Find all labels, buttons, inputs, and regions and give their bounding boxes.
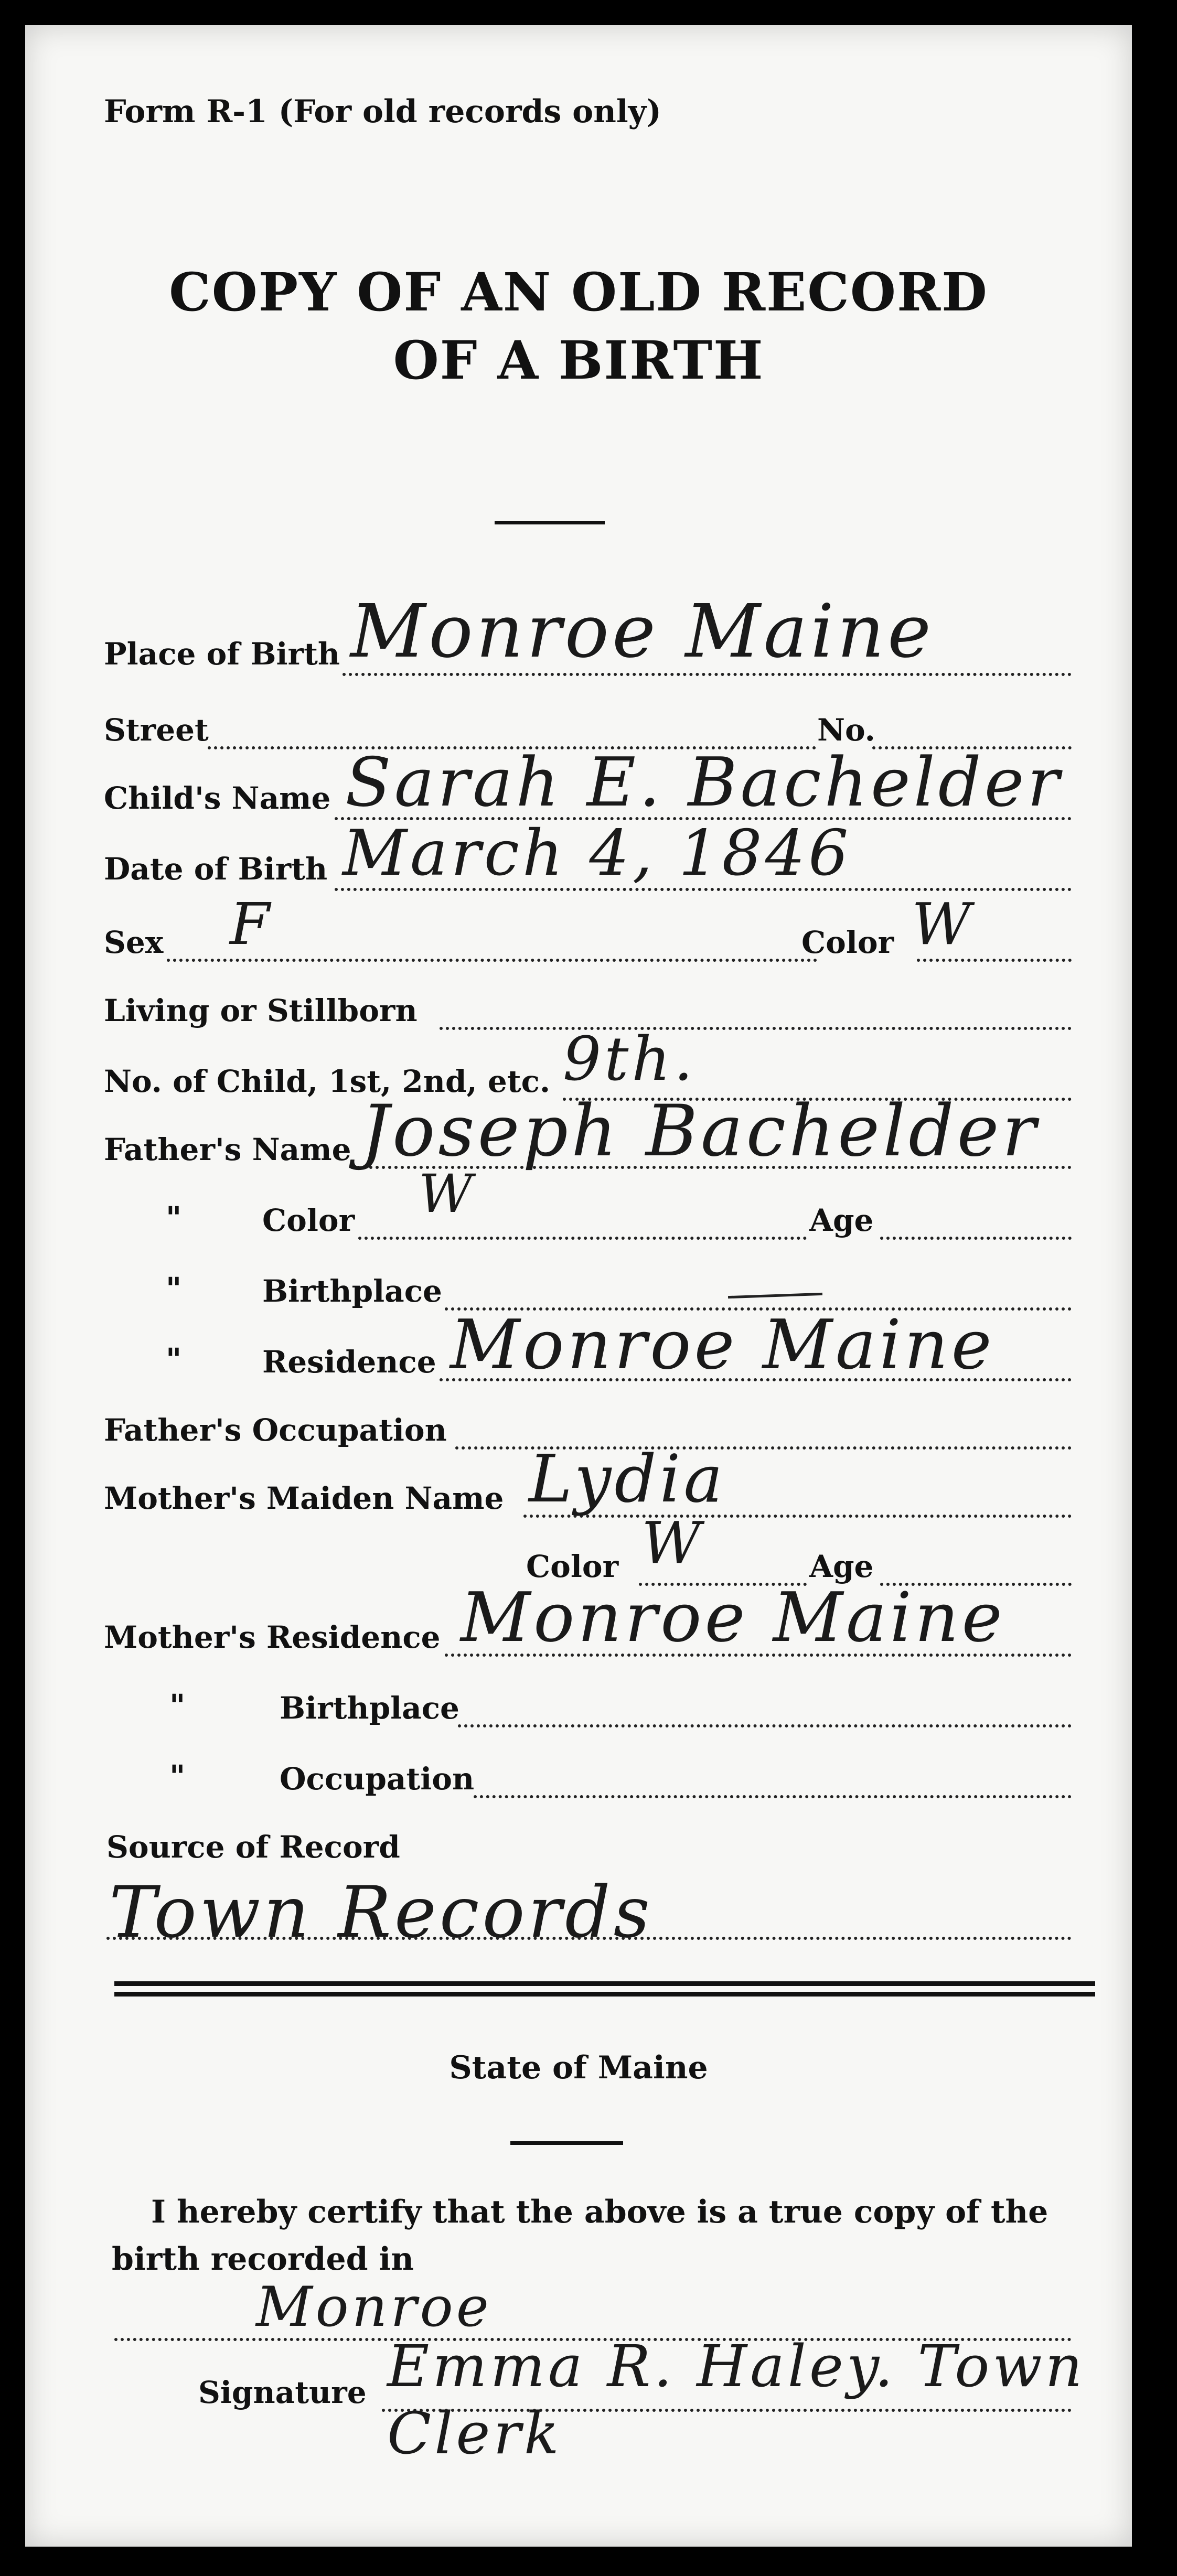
- father-residence-ditto: ": [166, 1341, 182, 1377]
- childs-name-label: Child's Name: [104, 780, 331, 816]
- source-of-record-line: [106, 1937, 1072, 1940]
- double-rule-top: [114, 1981, 1095, 1986]
- title-line-2: OF A BIRTH: [393, 329, 764, 391]
- street-no-label: No.: [817, 712, 875, 748]
- mother-occupation-ditto: ": [169, 1758, 186, 1794]
- mother-birthplace-line: [458, 1724, 1072, 1727]
- father-color-ditto: ": [166, 1200, 182, 1236]
- state-divider: [510, 2141, 623, 2145]
- mothers-residence-value: Monroe Maine: [461, 1577, 1005, 1657]
- father-residence-label: Residence: [262, 1344, 436, 1380]
- living-or-stillborn-line: [440, 1027, 1072, 1030]
- mother-birthplace-ditto: ": [169, 1688, 186, 1723]
- birth-record-card: [25, 25, 1132, 2547]
- mothers-maiden-name-label: Mother's Maiden Name: [104, 1480, 504, 1516]
- color-label: Color: [801, 925, 894, 960]
- no-of-child-label: No. of Child, 1st, 2nd, etc.: [104, 1064, 551, 1099]
- fathers-name-label: Father's Name: [104, 1132, 351, 1167]
- source-of-record-value: Town Records: [109, 1871, 653, 1954]
- mother-occupation-line: [474, 1795, 1072, 1798]
- father-age-label: Age: [809, 1203, 874, 1238]
- date-of-birth-value: March 4, 1846: [343, 817, 852, 890]
- mother-color-label: Color: [526, 1549, 619, 1584]
- mother-color-value: W: [641, 1509, 704, 1576]
- form-id: Form R-1 (For old records only): [104, 93, 661, 130]
- mother-age-label: Age: [809, 1549, 874, 1584]
- mothers-maiden-name-value: Lydia: [529, 1441, 726, 1517]
- title-line-1: COPY OF AN OLD RECORD: [169, 261, 988, 323]
- father-color-line: [358, 1237, 807, 1240]
- street-label: Street: [104, 712, 209, 748]
- date-of-birth-label: Date of Birth: [104, 851, 328, 887]
- childs-name-value: Sarah E. Bachelder: [345, 744, 1063, 822]
- recorded-in-value: Monroe: [256, 2275, 492, 2339]
- place-of-birth-value: Monroe Maine: [350, 589, 934, 674]
- fathers-name-value: Joseph Bachelder: [361, 1090, 1040, 1172]
- sex-line: [167, 959, 817, 962]
- mother-birthplace-label: Birthplace: [280, 1690, 459, 1726]
- father-color-label: Color: [262, 1203, 355, 1238]
- father-birthplace-ditto: ": [166, 1271, 182, 1306]
- fathers-occupation-label: Father's Occupation: [104, 1412, 447, 1448]
- father-age-line: [880, 1237, 1072, 1240]
- sex-label: Sex: [104, 925, 164, 960]
- father-birthplace-label: Birthplace: [262, 1273, 442, 1309]
- source-of-record-label: Source of Record: [106, 1829, 400, 1865]
- sex-value: F: [230, 890, 273, 958]
- signature-value: Emma R. Haley. Town Clerk: [387, 2333, 1086, 2467]
- signature-label: Signature: [198, 2375, 367, 2410]
- state-heading: State of Maine: [449, 2049, 708, 2086]
- mothers-residence-label: Mother's Residence: [104, 1619, 441, 1655]
- place-of-birth-label: Place of Birth: [104, 636, 340, 672]
- father-residence-value: Monroe Maine: [450, 1305, 995, 1384]
- certification-statement-line-2: birth recorded in: [112, 2241, 414, 2278]
- color-value: W: [912, 890, 975, 958]
- father-color-value: W: [419, 1163, 476, 1225]
- living-or-stillborn-label: Living or Stillborn: [104, 993, 418, 1028]
- double-rule-bottom: [114, 1992, 1095, 1997]
- color-line: [917, 959, 1072, 962]
- certification-statement-line-1: I hereby certify that the above is a true copy of the: [151, 2194, 1048, 2230]
- no-of-child-value: 9th.: [563, 1024, 696, 1094]
- mother-occupation-label: Occupation: [280, 1761, 475, 1797]
- title-divider: [495, 521, 605, 524]
- stray-pen-mark: [728, 1293, 822, 1298]
